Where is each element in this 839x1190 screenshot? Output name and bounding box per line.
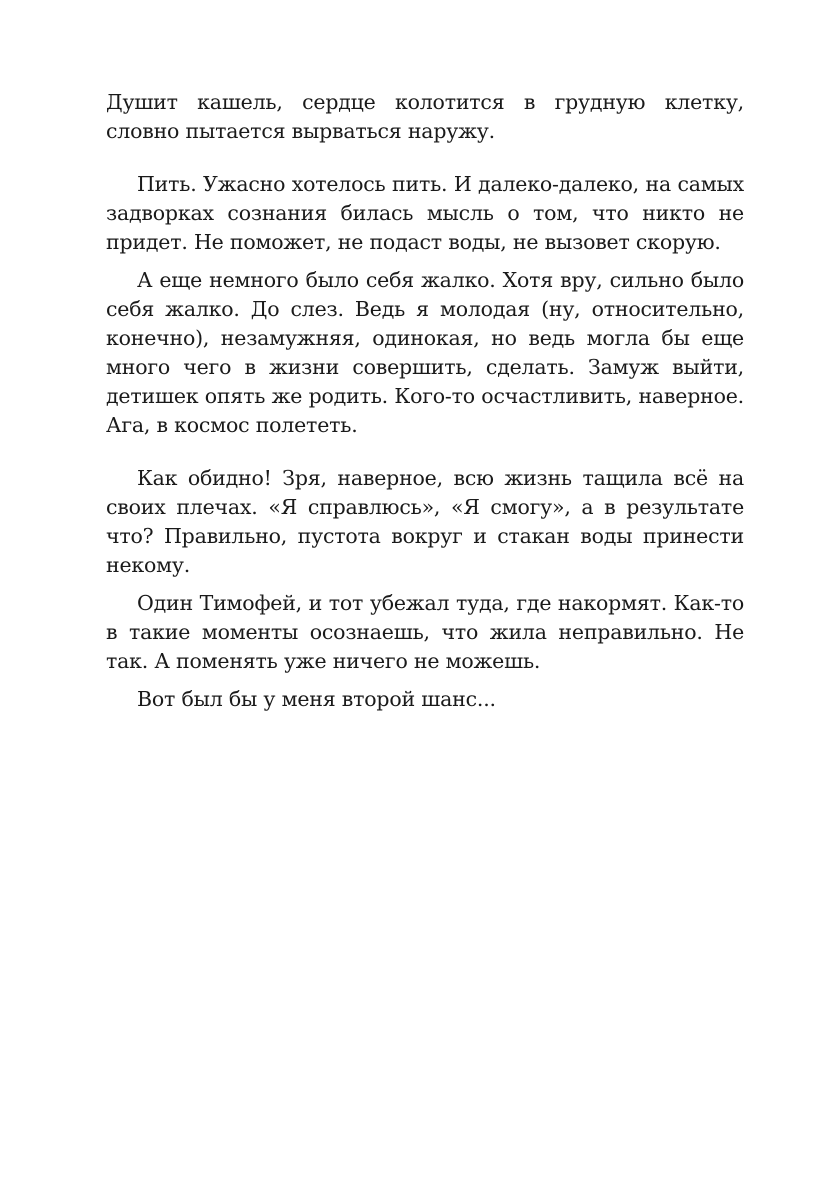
paragraph-3: А еще немного было себя жалко. Хотя вру, сильно было себя жалко. До слез. Ведь я молодая (ну, относительно, конечно), незамужняя, одинокая, но ведь могла бы еще много чего в жизни совершить, сделать. Замуж выйти, детишек опять же родить. Кого-то осчастливить, наверное. Ага, в космос полететь. xyxy=(106,268,744,437)
book-page-text xyxy=(106,88,744,714)
paragraph-5: Один Тимофей, и тот убежал туда, где накормят. Как-то в такие моменты осознаешь, что жила неправильно. Не так. А поменять уже ничего не можешь. xyxy=(106,591,744,673)
paragraph-6: Вот был бы у меня второй шанс... xyxy=(137,687,496,711)
paragraph-2: Пить. Ужасно хотелось пить. И далеко-далеко, на самых задворках сознания билась мысль о том, что никто не придет. Не поможет, не подаст воды, не вызовет скорую. xyxy=(106,172,744,254)
paragraph-4: Как обидно! Зря, наверное, всю жизнь тащила всё на своих плечах. «Я справлюсь», «Я смогу», а в результате что? Правильно, пустота вокруг и стакан воды принести некому. xyxy=(106,466,744,577)
paragraph-1: Душит кашель, сердце колотится в грудную клетку, словно пытается вырваться наружу. xyxy=(106,90,744,143)
